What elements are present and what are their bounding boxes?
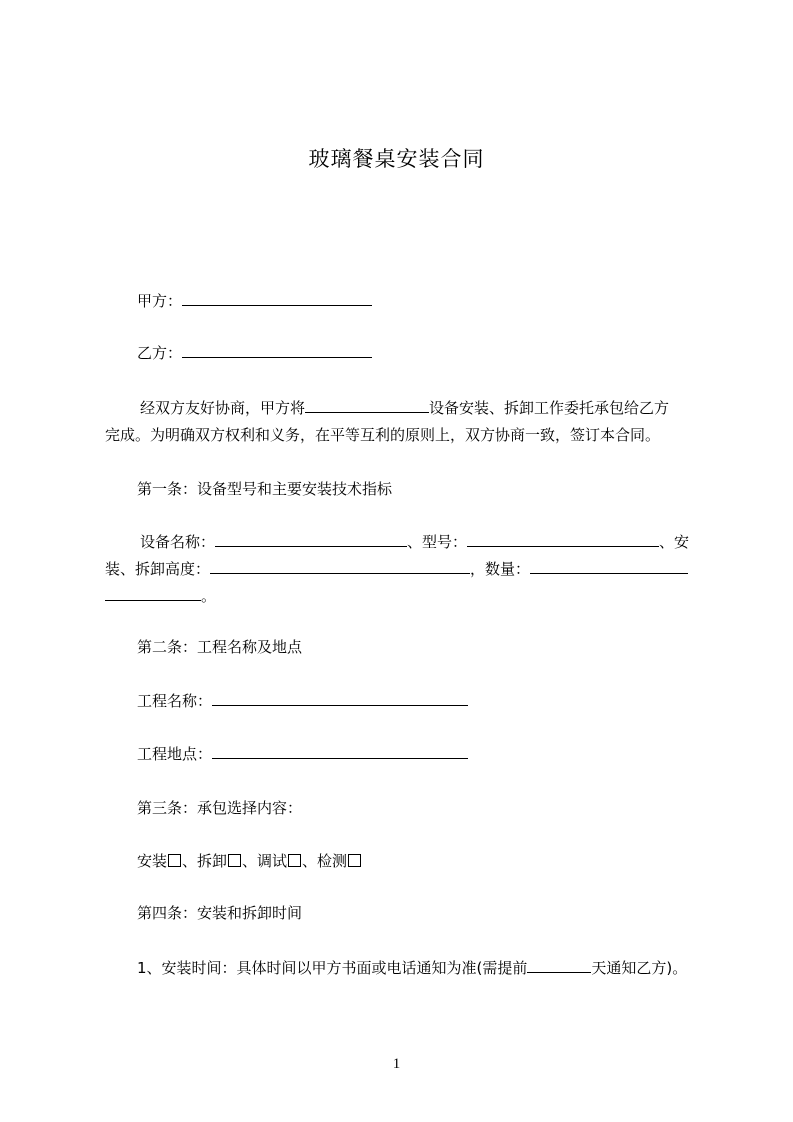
model-blank[interactable] [467,532,659,547]
install-time-text-1: 1、安装时间：具体时间以甲方书面或电话通知为准(需提前 [137,959,528,977]
install-height-blank[interactable] [210,559,470,574]
intro-line-2 [105,424,660,446]
article1-line-3 [105,585,216,607]
project-location-line [137,743,468,765]
party-b-label: 乙方： [137,344,183,362]
page-number: 1 [392,1056,401,1072]
project-name-label: 工程名称： [137,692,213,710]
article4-item1 [137,957,687,979]
option-inspect-label: 、检测 [302,852,348,870]
intro-text-1: 经双方友好协商，甲方将 [140,399,306,417]
option-inspect-checkbox[interactable] [348,854,361,867]
article3-options [137,850,362,872]
party-a-blank[interactable] [182,291,372,306]
project-name-line [137,690,468,712]
install-label-start: 、安 [659,533,690,551]
option-install-label: 安装 [137,852,168,870]
option-debug-checkbox[interactable] [288,854,301,867]
option-install-checkbox[interactable] [168,854,181,867]
quantity-label: ，数量： [470,560,531,578]
article2-heading: 第二条：工程名称及地点 [137,638,303,656]
article1-line-2 [105,558,688,580]
option-dismantle-checkbox[interactable] [228,854,241,867]
model-label: 、型号： [407,533,468,551]
intro-line-1 [140,397,669,419]
install-height-label: 装、拆卸高度： [105,560,211,578]
article3-heading: 第三条：承包选择内容： [137,799,303,817]
article1-line-1 [140,531,689,553]
device-name-blank[interactable] [215,532,407,547]
article4-heading: 第四条：安装和拆卸时间 [137,904,303,922]
project-location-label: 工程地点： [137,745,213,763]
install-time-text-2: 天通知乙方)。 [591,959,688,977]
intro-text-2: 设备安装、拆卸工作委托承包给乙方 [429,399,670,417]
party-b-blank[interactable] [182,343,372,358]
notice-days-blank[interactable] [527,958,591,973]
end-mark: 。 [201,587,217,605]
document-title: 玻璃餐桌安装合同 [308,147,485,171]
equipment-blank[interactable] [305,398,429,413]
quantity-blank[interactable] [530,559,688,574]
device-name-label: 设备名称： [140,533,216,551]
party-a-label: 甲方： [137,292,183,310]
party-a-line [137,290,372,312]
article1-heading: 第一条：设备型号和主要安装技术指标 [137,480,393,498]
option-dismantle-label: 、拆卸 [182,852,228,870]
option-debug-label: 、调试 [242,852,288,870]
quantity-blank-continued[interactable] [105,586,201,601]
party-b-line [137,342,372,364]
project-location-blank[interactable] [212,744,468,759]
intro-text-3: 完成。为明确双方权利和义务，在平等互利的原则上，双方协商一致，签订本合同。 [105,426,661,444]
project-name-blank[interactable] [212,691,468,706]
